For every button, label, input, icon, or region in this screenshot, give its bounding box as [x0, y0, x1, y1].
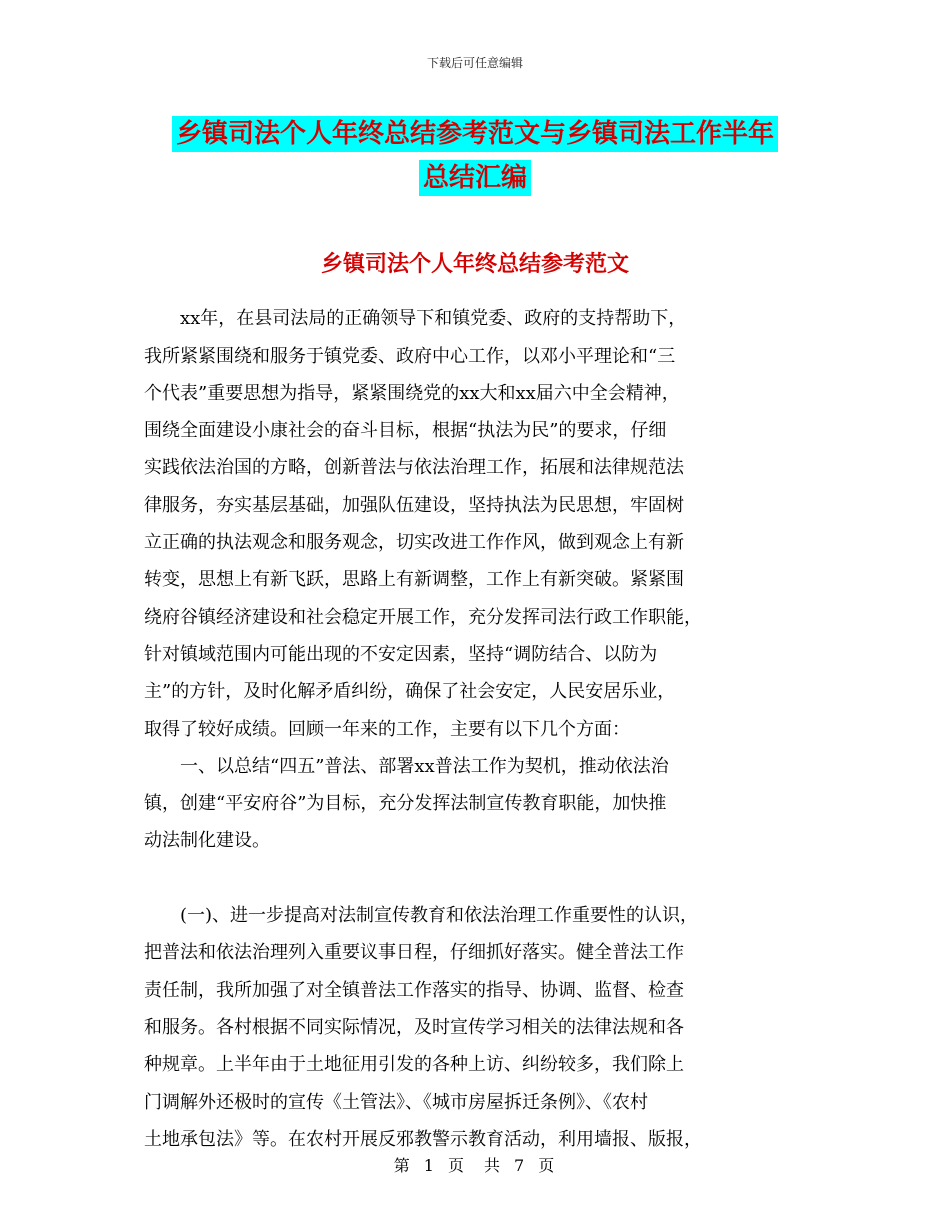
footer-current-page: 1: [423, 1156, 436, 1175]
body-text: [144, 263, 824, 1158]
text-line: 种规章。上半年由于土地征用引发的各种上访、纠纷较多，我们除上: [144, 1054, 684, 1076]
text-line: 取得了较好成绩。回顾一年来的工作，主要有以下几个方面：: [144, 718, 630, 740]
text-line: 立正确的执法观念和服务观念，切实改进工作作风，做到观念上有新: [144, 532, 684, 554]
header-note: 下载后可任意编辑: [426, 56, 523, 70]
text-line: 镇，创建“平安府谷”为目标，充分发挥法制宣传教育职能，加快推: [144, 793, 667, 815]
text-line: (一)、进一步提高对法制宣传教育和依法治理工作重要性的认识，: [144, 905, 699, 927]
text-line: 主”的方针，及时化解矛盾纠纷，确保了社会安定，人民安居乐业，: [144, 681, 676, 703]
text-line: 针对镇域范围内可能出现的不安定因素，坚持“调防结合、以防为: [144, 643, 658, 665]
text-line: 一、以总结“四五”普法、部署xx普法工作为契机，推动依法治: [144, 755, 669, 777]
text-line: 围绕全面建设小康社会的奋斗目标，根据“执法为民”的要求，仔细: [144, 420, 667, 442]
text-line: [144, 263, 824, 300]
document-title-text-1: 乡镇司法个人年终总结参考范文与乡镇司法工作半年: [172, 116, 778, 152]
page-footer: [0, 1153, 950, 1176]
footer-total-pages: 7: [514, 1156, 527, 1175]
footer-label-end: 页: [538, 1156, 557, 1175]
text-line: 律服务，夯实基层基础，加强队伍建设，坚持执法为民思想，牢固树: [144, 494, 684, 516]
text-line: 绕府谷镇经济建设和社会稳定开展工作，充分发挥司法行政工作职能，: [144, 606, 702, 628]
text-line: xx年，在县司法局的正确领导下和镇党委、政府的支持帮助下，: [144, 308, 687, 330]
section-title: 乡镇司法个人年终总结参考范文: [320, 252, 629, 277]
text-line: 责任制，我所加强了对全镇普法工作落实的指导、协调、监督、检查: [144, 979, 684, 1001]
footer-label-page: 第: [393, 1156, 412, 1175]
text-line: 和服务。各村根据不同实际情况，及时宣传学习相关的法律法规和各: [144, 1016, 684, 1038]
text-line: 转变，思想上有新飞跃，思路上有新调整，工作上有新突破。紧紧围: [144, 569, 684, 591]
document-title-line-1: [0, 113, 950, 150]
footer-label-of: 页 共: [447, 1156, 502, 1175]
text-line: 个代表”重要思想为指导，紧紧围绕党的xx大和xx届六中全会精神，: [144, 382, 680, 404]
text-line: 实践依法治国的方略，创新普法与依法治理工作，拓展和法律规范法: [144, 457, 684, 479]
document-title-text-2: 总结汇编: [419, 160, 531, 196]
text-line: 土地承包法》等。在农村开展反邪教警示教育活动，利用墙报、版报，: [144, 1128, 702, 1150]
text-line: 门调解外还极时的宣传《土管法》、《城市房屋拆迁条例》、《农村: [144, 1091, 648, 1113]
text-line: [144, 860, 824, 897]
text-line: 我所紧紧围绕和服务于镇党委、政府中心工作，以邓小平理论和“三: [144, 345, 676, 367]
document-title-line-2: [0, 157, 950, 194]
text-line: 动法制化建设。: [144, 830, 270, 852]
text-line: 把普法和依法治理列入重要议事日程，仔细抓好落实。健全普法工作: [144, 942, 684, 964]
